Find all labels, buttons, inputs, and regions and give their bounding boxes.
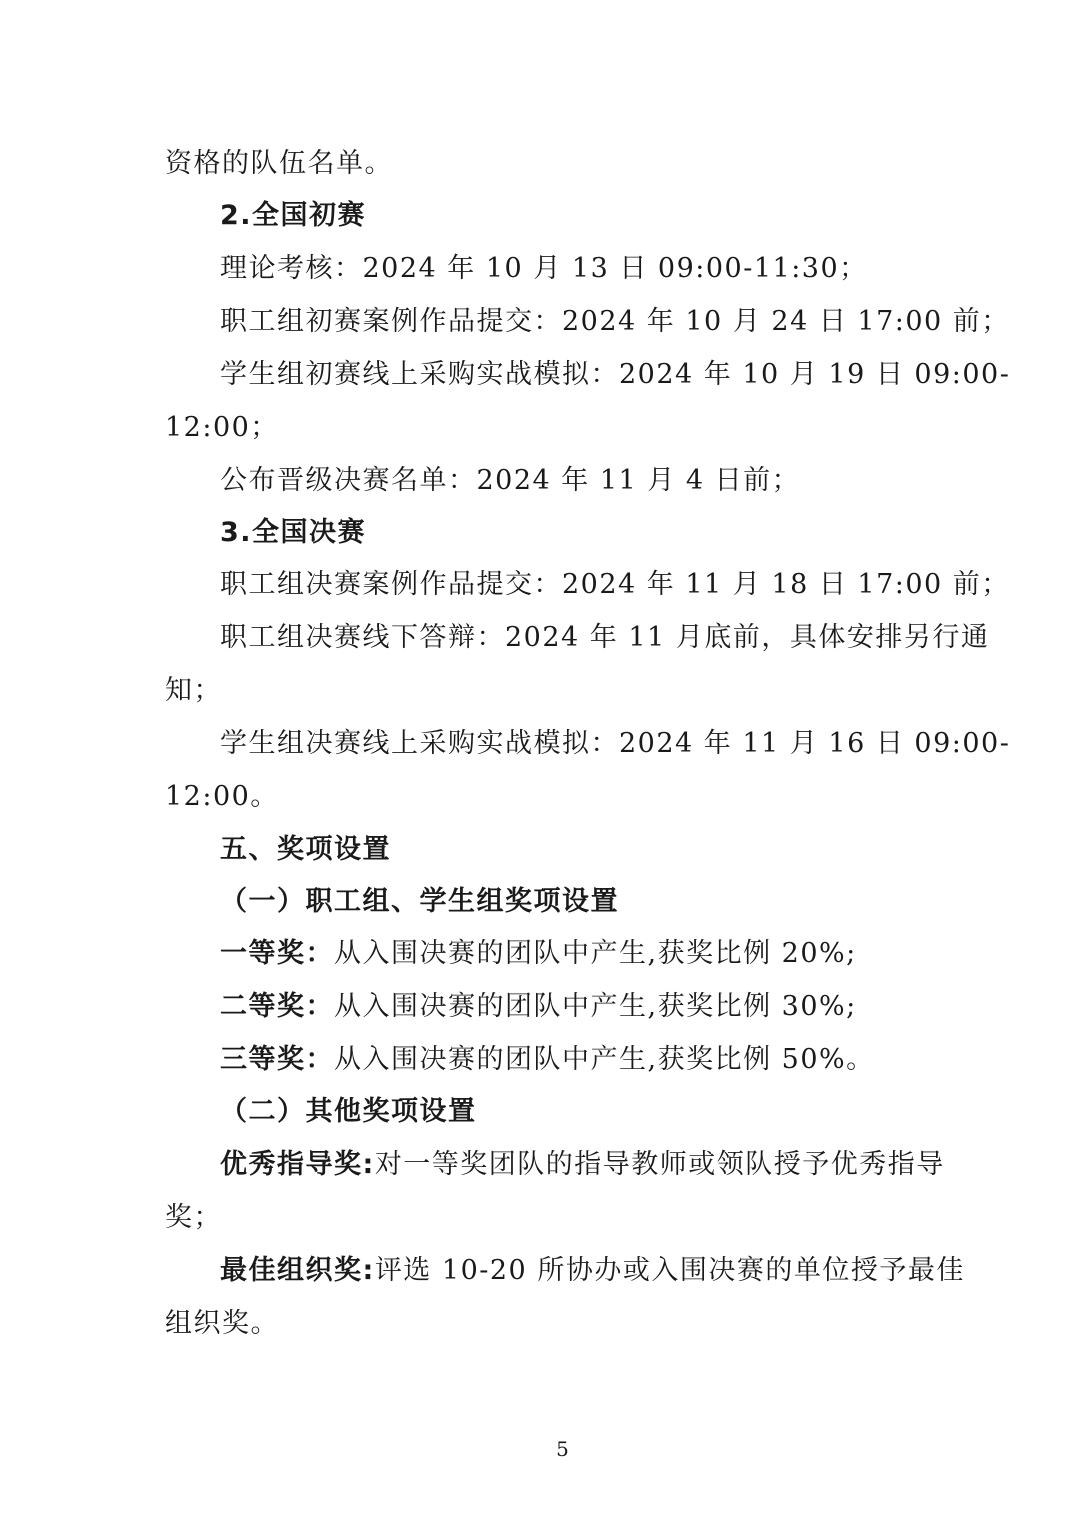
award-line <box>220 1043 875 1077</box>
award-line <box>220 990 857 1024</box>
section-heading: 3.全国决赛 <box>220 517 367 548</box>
award-label: 二等奖： <box>220 991 334 1022</box>
award-label: 一等奖： <box>220 938 334 969</box>
paragraph-line: 职工组决赛案例作品提交：2024 年 11 月 18 日 17:00 前； <box>220 569 1010 600</box>
award-text: 从入围决赛的团队中产生,获奖比例 50%。 <box>334 1044 875 1075</box>
paragraph-line: 知； <box>165 675 222 706</box>
award-line <box>220 937 857 971</box>
award-text: 从入围决赛的团队中产生,获奖比例 30%; <box>334 991 857 1022</box>
paragraph-line: 理论考核：2024 年 10 月 13 日 09:00-11:30； <box>220 253 868 284</box>
paragraph-line: 12:00。 <box>165 781 279 812</box>
award-text: 对一等奖团队的指导教师或领队授予优秀指导 <box>374 1149 945 1180</box>
paragraph-line: 奖； <box>165 1202 222 1233</box>
paragraph-line: 学生组决赛线上采购实战模拟：2024 年 11 月 16 日 09:00- <box>220 728 1011 759</box>
paragraph-line: 职工组决赛线下答辩：2024 年 11 月底前，具体安排另行通 <box>220 622 990 653</box>
paragraph-line: 资格的队伍名单。 <box>165 148 393 179</box>
paragraph-line: 职工组初赛案例作品提交：2024 年 10 月 24 日 17:00 前； <box>220 306 1010 337</box>
paragraph-line: 12:00； <box>165 412 279 443</box>
paragraph-line: 组织奖。 <box>165 1308 279 1339</box>
section-heading: 2.全国初赛 <box>220 200 367 231</box>
award-line <box>220 1148 945 1182</box>
award-line <box>220 1254 965 1288</box>
award-text: 从入围决赛的团队中产生,获奖比例 20%; <box>334 938 857 969</box>
subsection-heading: （二）其他奖项设置 <box>220 1096 477 1127</box>
section-heading: 五、奖项设置 <box>220 834 391 865</box>
award-label: 三等奖： <box>220 1044 334 1075</box>
subsection-heading: （一）职工组、学生组奖项设置 <box>220 886 619 917</box>
page-number: 5 <box>556 1437 569 1461</box>
paragraph-line: 公布晋级决赛名单：2024 年 11 月 4 日前； <box>220 465 801 496</box>
award-label: 优秀指导奖: <box>220 1149 375 1180</box>
paragraph-line: 学生组初赛线上采购实战模拟：2024 年 10 月 19 日 09:00- <box>220 359 1011 390</box>
award-text: 评选 10-20 所协办或入围决赛的单位授予最佳 <box>374 1255 965 1286</box>
award-label: 最佳组织奖: <box>220 1255 375 1286</box>
